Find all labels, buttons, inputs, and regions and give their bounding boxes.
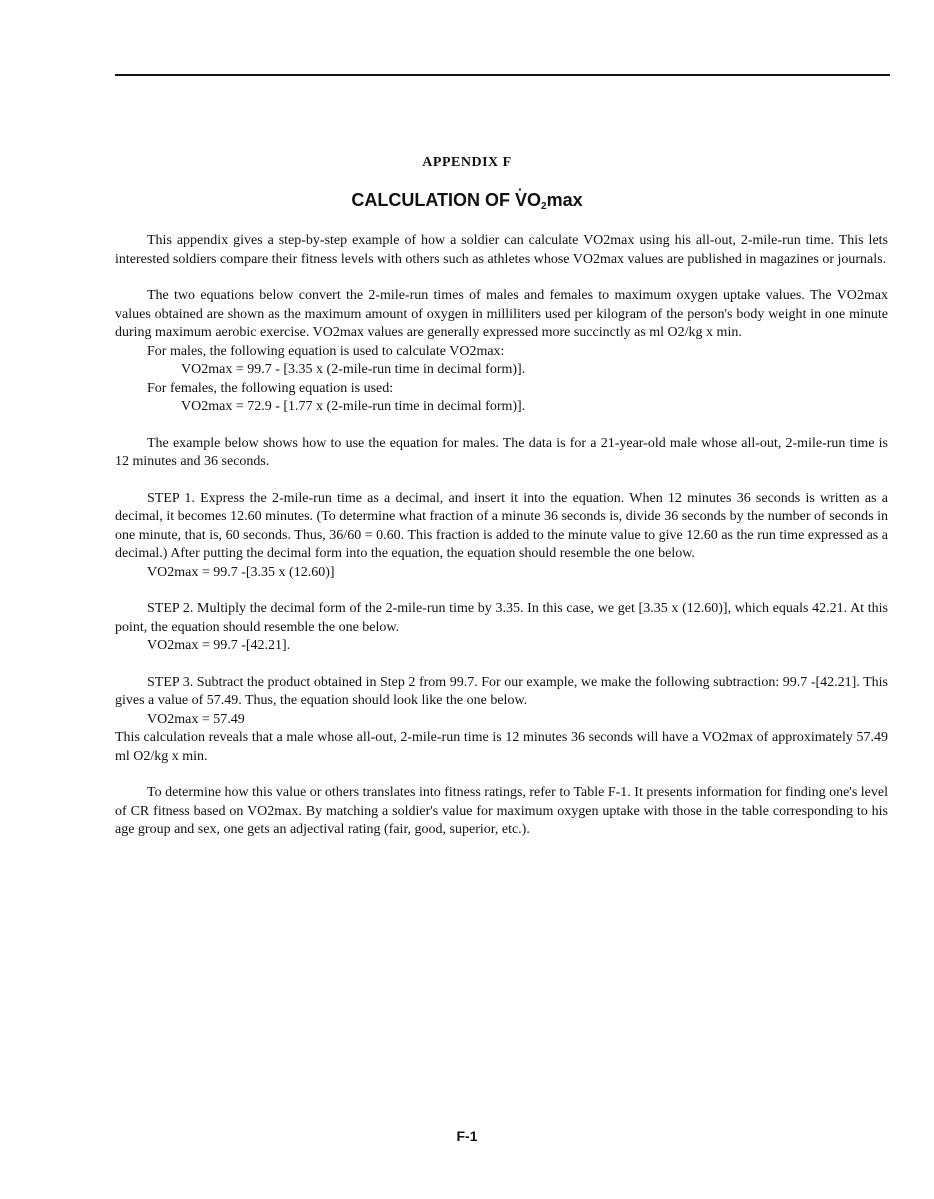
step1-paragraph xyxy=(115,490,888,583)
title-vo: · $VO_2$ xyxy=(515,190,547,211)
step3-paragraph xyxy=(115,674,888,767)
step3-text: STEP 3. Subtract the product obtained in Step 2 from 99.7. For our example, we make the following subtraction: 99.7 -[42.21]. This gives a value of 57.49. Thus, the equation should look like the one below. xyxy=(115,674,888,708)
page-title xyxy=(0,190,934,211)
header-rule xyxy=(115,74,890,76)
example-paragraph: The example below shows how to use the equation for males. The data is for a 21-year-old male whose all-out, 2-mile-run time is 12 minutes and 36 seconds. xyxy=(115,435,888,469)
step3-conclusion: This calculation reveals that a male whose all-out, 2-mile-run time is 12 minutes 36 seconds will have a VO2max of approximately 57.49 ml O2/kg x min. xyxy=(115,730,888,764)
equations-paragraph: The two equations below convert the 2-mile-run times of males and females to maximum oxygen uptake values. The VO2max values obtained are shown as the maximum amount of oxygen in milliliters used per kilogram of the person's body weight in one minute during maximum aerobic exercise. VO2max values are generally expressed more succinctly as ml O2/kg x min. xyxy=(115,288,888,340)
step2-paragraph xyxy=(115,600,888,656)
males-equation: VO2max = 99.7 - [3.35 x (2-mile-run time in decimal form)]. xyxy=(181,362,526,377)
equations-section xyxy=(115,287,888,417)
title-suffix: max xyxy=(546,190,583,210)
page-number: F-1 xyxy=(456,1128,478,1144)
females-equation: VO2max = 72.9 - [1.77 x (2-mile-run time in decimal form)]. xyxy=(181,399,526,414)
appendix-label: APPENDIX F xyxy=(422,155,512,170)
step1-equation: VO2max = 99.7 -[3.35 x (12.60)] xyxy=(147,564,335,580)
step3-equation: VO2max = 57.49 xyxy=(147,711,245,727)
title-subscript: 2 xyxy=(541,201,547,212)
step1-text: STEP 1. Express the 2-mile-run time as a decimal, and insert it into the equation. When 12 minutes 36 seconds is written as a decimal, it becomes 12.60 minutes. (To determine what fraction of a minute 36 seconds is, divide 36 seconds by the number of seconds in one minute, that is, 60 seconds. Thus, 36/60 = 0.60. This fraction is added to the minute value to give 12.60 as the run time expressed as a decimal.) After putting the decimal form into the equation, the equation should resemble the one below. xyxy=(115,490,888,561)
document-body xyxy=(115,232,888,858)
step2-text: STEP 2. Multiply the decimal form of the 2-mile-run time by 3.35. In this case, we get [3.35 x (12.60)], which equals 42.21. At this point, the equation should resemble the one below. xyxy=(115,601,888,635)
step2-equation: VO2max = 99.7 -[42.21]. xyxy=(147,638,291,653)
closing-paragraph: To determine how this value or others translates into fitness ratings, refer to Table F-1. It presents information for finding one's level of CR fitness based on VO2max. By matching a soldier's value for maximum oxygen uptake with those in the table corresponding to his age group and sex, one gets an adjectival rating (fair, good, superior, etc.). xyxy=(115,785,888,837)
intro-paragraph: This appendix gives a step-by-step example of how a soldier can calculate VO2max using his all-out, 2-mile-run time. This lets interested soldiers compare their fitness levels with others such as athletes whose VO2max values are published in magazines or journals. xyxy=(115,233,888,267)
title-prefix: CALCULATION OF xyxy=(351,190,516,210)
females-intro: For females, the following equation is used: xyxy=(147,380,394,396)
males-intro: For males, the following equation is used to calculate VO2max: xyxy=(147,343,505,359)
